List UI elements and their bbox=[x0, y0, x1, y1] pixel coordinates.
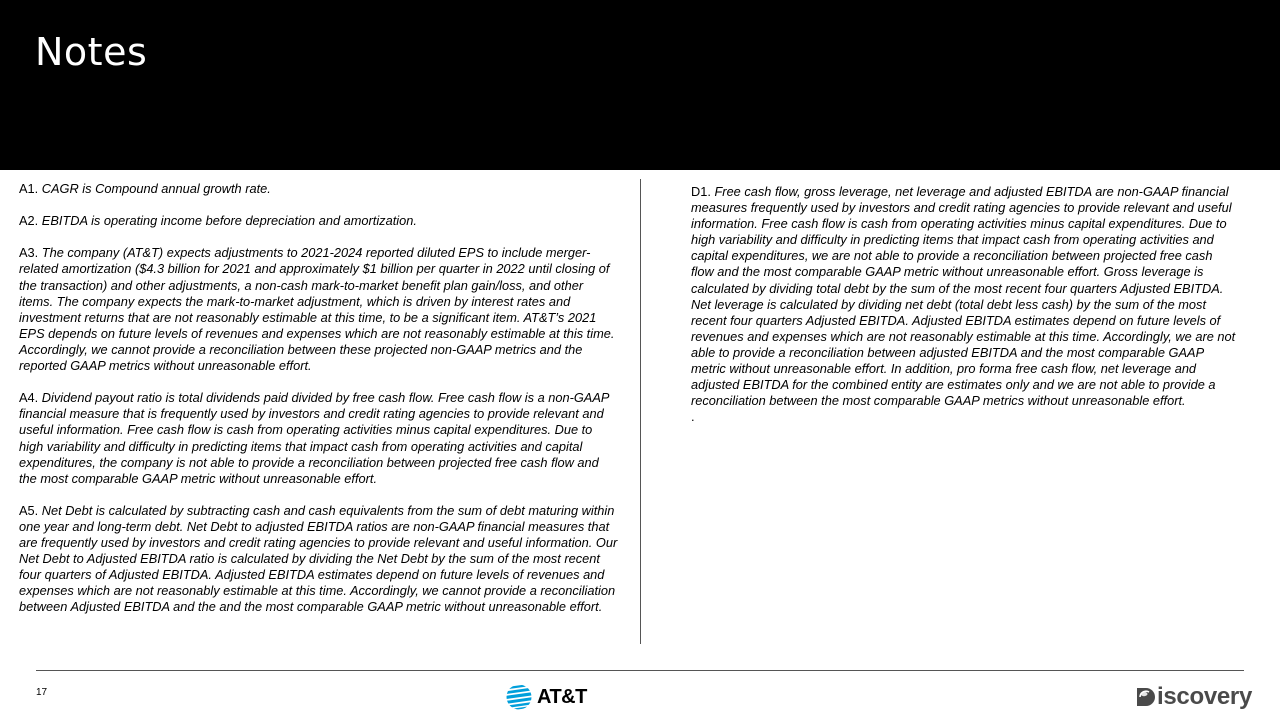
note-a3 bbox=[19, 245, 619, 374]
note-text: The company (AT&T) expects adjustments to 2021-2024 reported diluted EPS to include merger-related amortization ($4.3 billion for 2021 and approximately $1 billion per quarter in 2022 until closing of the transaction) and other adjustments, a non-cash mark-to-market benefit plan gain/loss, and other items. The company expects the mark-to-market adjustment, which is driven by interest rates and investment returns that are not reasonably estimable at this time, to be a significant item. AT&T’s 2021 EPS depends on future levels of revenues and expenses which are not reasonably estimable at this time. Accordingly, we cannot provide a reconciliation between these projected non-GAAP metrics and the reported GAAP metrics without unreasonable effort. bbox=[19, 245, 615, 374]
page-number: 17 bbox=[36, 687, 48, 698]
note-a2 bbox=[19, 213, 619, 229]
note-label: A4. bbox=[19, 390, 39, 406]
notes-right-column bbox=[691, 184, 1236, 425]
note-text: Free cash flow, gross leverage, net leverage and adjusted EBITDA are non-GAAP financial measures frequently used by investors and credit rating agencies to provide relevant and useful information. Free cash flow is cash from operating activities minus capital expenditures. Due to high variability and difficulty in predicting items that impact cash from operating activities and capital expenditures, we are not able to provide a reconciliation between projected free cash flow and the most comparable GAAP metric without unreasonable effort. Gross leverage is calculated by dividing total debt by the sum of the most recent four quarters Adjusted EBITDA. Net leverage is calculated by dividing net debt (total debt less cash) by the sum of the most recent four quarters Adjusted EBITDA. Adjusted EBITDA estimates depend on future levels of revenues and expenses which are not reasonably estimable at this time. Accordingly, we are not able to provide a reconciliation between adjusted EBITDA and the most comparable GAAP metric without unreasonable effort. In addition, pro forma free cash flow, net leverage and adjusted EBITDA for the combined entity are estimates only and we are not able to provide a reconciliation between the most comparable GAAP metrics without unreasonable effort. bbox=[691, 184, 1236, 409]
note-label: A2. bbox=[19, 213, 39, 229]
att-logo-text: AT&T bbox=[537, 685, 587, 708]
trailing-period: . bbox=[691, 409, 695, 425]
note-text: EBITDA is operating income before depreciation and amortization. bbox=[41, 213, 417, 229]
note-a5 bbox=[19, 503, 619, 616]
footer-rule bbox=[36, 670, 1244, 671]
note-label: A3. bbox=[19, 245, 39, 261]
note-label: A5. bbox=[19, 502, 39, 518]
att-globe-icon bbox=[506, 684, 532, 710]
note-label: A1. bbox=[19, 181, 39, 196]
note-a1 bbox=[19, 181, 619, 197]
discovery-logo-text: iscovery bbox=[1157, 683, 1253, 710]
note-text: Dividend payout ratio is total dividends paid divided by free cash flow. Free cash flow is a non-GAAP financial measure that is frequently used by investors and credit rating agencies to provide relevant and useful information. Free cash flow is cash from operating activities minus capital expenditures. Due to high variability and difficulty in predicting items that impact cash from operating activities and capital expenditures, the company is not able to provide a reconciliation between projected free cash flow and the most comparable GAAP metric without unreasonable effort. bbox=[19, 390, 609, 486]
header-bar bbox=[0, 0, 1280, 170]
page-title: Notes bbox=[35, 30, 148, 74]
note-text: CAGR is Compound annual growth rate. bbox=[41, 181, 271, 196]
note-text: Net Debt is calculated by subtracting cash and cash equivalents from the sum of debt maturing within one year and long-term debt. Net Debt to adjusted EBITDA ratios are non-GAAP financial measures that are frequently used by investors and credit rating agencies to provide relevant and useful information. Our Net Debt to Adjusted EBITDA ratio is calculated by dividing the Net Debt by the sum of the most recent four quarters of Adjusted EBITDA. Adjusted EBITDA estimates depend on future levels of revenues and expenses which are not reasonably estimable at this time. Accordingly, we cannot provide a reconciliation between Adjusted EBITDA and the and the most comparable GAAP metric without unreasonable effort. bbox=[19, 502, 618, 615]
att-logo bbox=[506, 683, 587, 711]
notes-left-column bbox=[19, 181, 619, 632]
note-d1 bbox=[691, 184, 1236, 409]
note-a4 bbox=[19, 390, 619, 487]
note-label: D1. bbox=[691, 184, 711, 199]
discovery-globe-icon bbox=[1135, 685, 1159, 709]
discovery-logo bbox=[1135, 682, 1252, 712]
column-divider bbox=[640, 179, 641, 644]
